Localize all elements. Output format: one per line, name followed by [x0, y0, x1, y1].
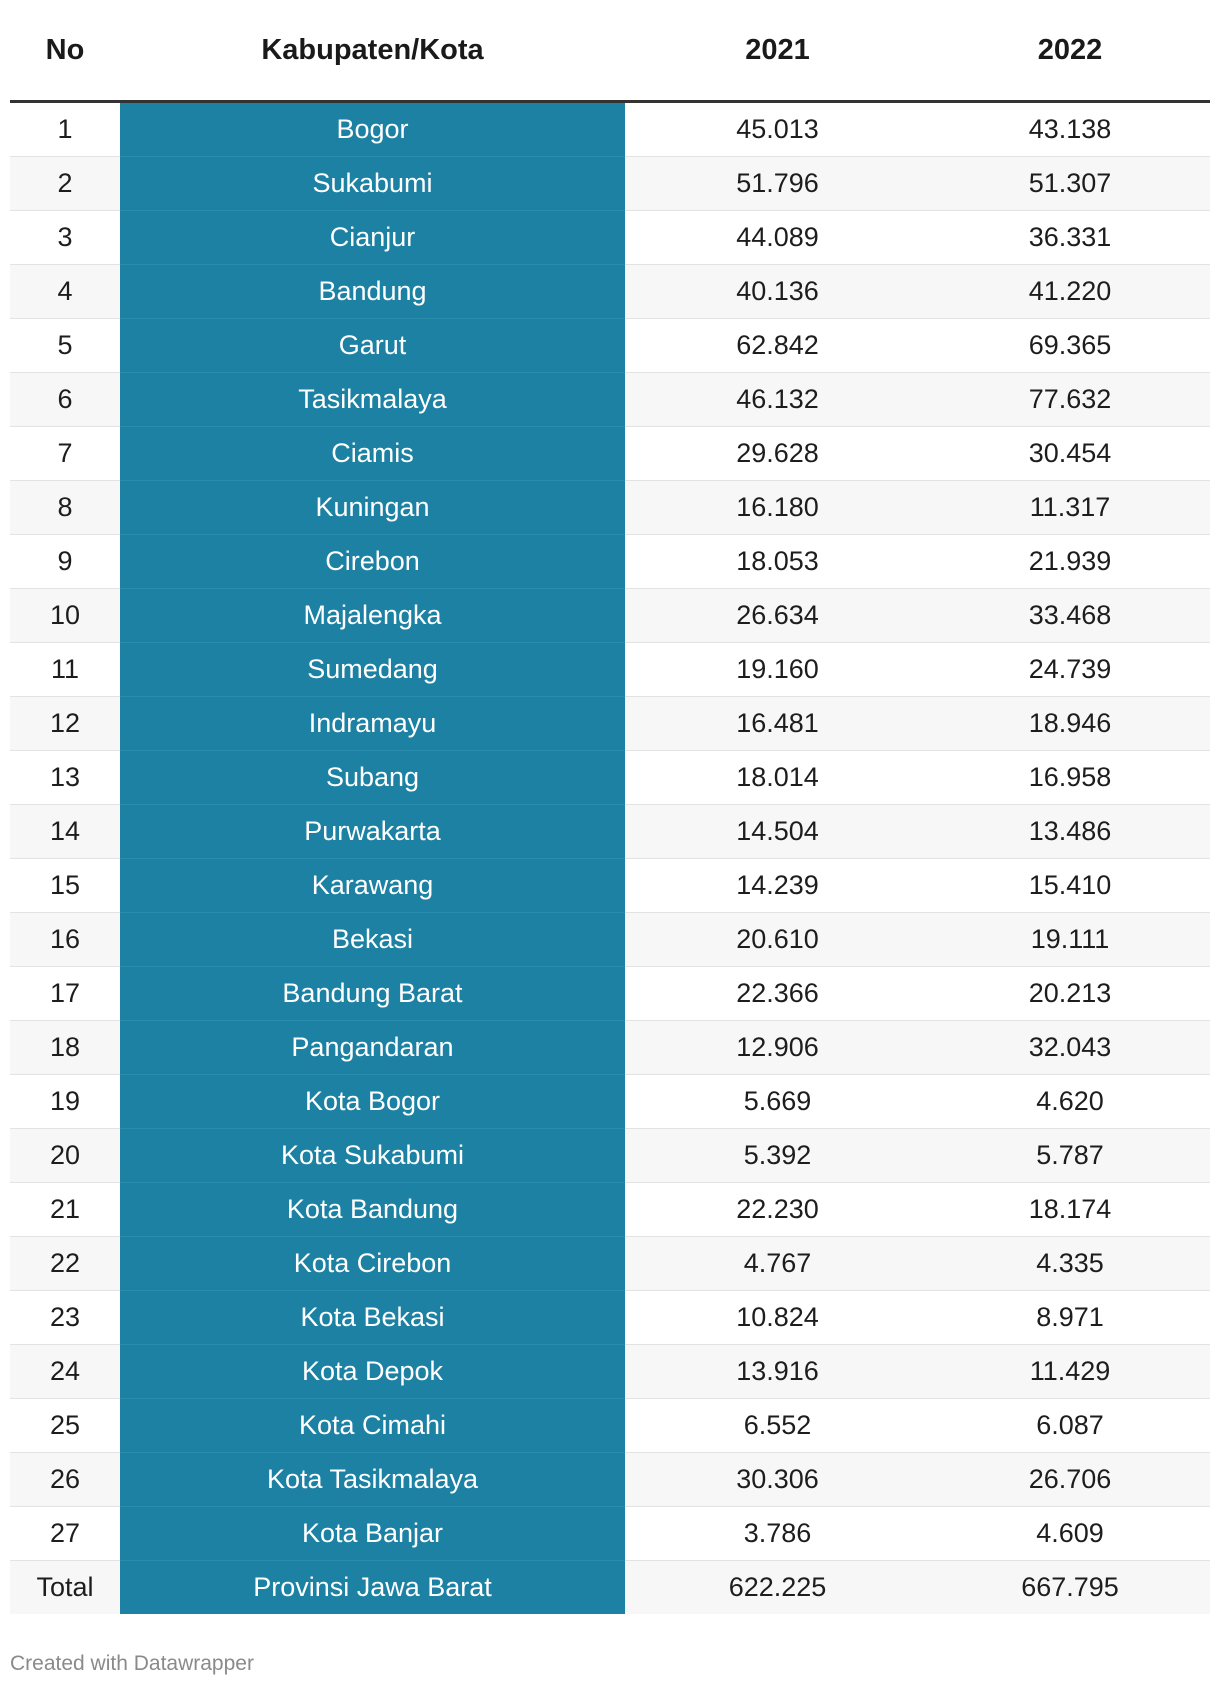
- cell-no: 25: [10, 1399, 120, 1453]
- footer-credit: Created with Datawrapper: [10, 1652, 254, 1675]
- cell-2021: 46.132: [625, 373, 930, 427]
- header-kabupaten-kota[interactable]: Kabupaten/Kota: [120, 0, 625, 102]
- cell-kabupaten-kota: Sukabumi: [120, 157, 625, 211]
- cell-no: 9: [10, 535, 120, 589]
- table-row: [10, 589, 1210, 643]
- cell-kabupaten-kota: Pangandaran: [120, 1021, 625, 1075]
- cell-kabupaten-kota: Karawang: [120, 859, 625, 913]
- table-row: [10, 481, 1210, 535]
- cell-2022: 41.220: [930, 265, 1210, 319]
- table-row: [10, 1345, 1210, 1399]
- data-table-wrapper: [10, 0, 1210, 1614]
- cell-2022: 21.939: [930, 535, 1210, 589]
- table-row: [10, 643, 1210, 697]
- table-row: [10, 427, 1210, 481]
- cell-no: 15: [10, 859, 120, 913]
- cell-2021: 14.239: [625, 859, 930, 913]
- cell-2021: 16.180: [625, 481, 930, 535]
- cell-kabupaten-kota: Indramayu: [120, 697, 625, 751]
- table-row: [10, 1075, 1210, 1129]
- table-row: [10, 913, 1210, 967]
- cell-no: 24: [10, 1345, 120, 1399]
- cell-kabupaten-kota: Bekasi: [120, 913, 625, 967]
- cell-kabupaten-kota: Purwakarta: [120, 805, 625, 859]
- cell-no: 27: [10, 1507, 120, 1561]
- cell-kabupaten-kota: Kota Bandung: [120, 1183, 625, 1237]
- cell-2022: 77.632: [930, 373, 1210, 427]
- cell-kabupaten-kota: Tasikmalaya: [120, 373, 625, 427]
- cell-2021: 13.916: [625, 1345, 930, 1399]
- cell-no: 7: [10, 427, 120, 481]
- table-row: [10, 1291, 1210, 1345]
- cell-2021: 26.634: [625, 589, 930, 643]
- cell-kabupaten-kota: Kota Tasikmalaya: [120, 1453, 625, 1507]
- cell-2022: 43.138: [930, 102, 1210, 157]
- header-2021[interactable]: 2021: [625, 0, 930, 102]
- cell-no: 18: [10, 1021, 120, 1075]
- table-body: [10, 102, 1210, 1615]
- cell-2022: 4.620: [930, 1075, 1210, 1129]
- cell-kabupaten-kota: Sumedang: [120, 643, 625, 697]
- cell-no: 6: [10, 373, 120, 427]
- cell-2021: 18.014: [625, 751, 930, 805]
- cell-2022: 51.307: [930, 157, 1210, 211]
- cell-kabupaten-kota: Kota Bekasi: [120, 1291, 625, 1345]
- cell-2021: 6.552: [625, 1399, 930, 1453]
- table-row: [10, 1129, 1210, 1183]
- cell-2021: 62.842: [625, 319, 930, 373]
- table-row: [10, 1399, 1210, 1453]
- cell-kabupaten-kota: Kota Banjar: [120, 1507, 625, 1561]
- table-row: [10, 1237, 1210, 1291]
- cell-kabupaten-kota: Kota Sukabumi: [120, 1129, 625, 1183]
- cell-no: 2: [10, 157, 120, 211]
- cell-no: 16: [10, 913, 120, 967]
- cell-kabupaten-kota: Kuningan: [120, 481, 625, 535]
- cell-2022: 15.410: [930, 859, 1210, 913]
- cell-2022: 24.739: [930, 643, 1210, 697]
- cell-2021: 30.306: [625, 1453, 930, 1507]
- cell-no: 10: [10, 589, 120, 643]
- table-row: [10, 1453, 1210, 1507]
- cell-no: 3: [10, 211, 120, 265]
- cell-2022: 6.087: [930, 1399, 1210, 1453]
- cell-2021: 44.089: [625, 211, 930, 265]
- cell-2022: 8.971: [930, 1291, 1210, 1345]
- table-header: [10, 0, 1210, 102]
- cell-2022: 11.317: [930, 481, 1210, 535]
- cell-2022: 18.946: [930, 697, 1210, 751]
- cell-no: 23: [10, 1291, 120, 1345]
- cell-kabupaten-kota: Bandung: [120, 265, 625, 319]
- cell-2021: 22.366: [625, 967, 930, 1021]
- cell-no: 8: [10, 481, 120, 535]
- table-row: [10, 751, 1210, 805]
- cell-2021: 5.392: [625, 1129, 930, 1183]
- table-row: [10, 967, 1210, 1021]
- table-row: [10, 805, 1210, 859]
- cell-no: 1: [10, 102, 120, 157]
- cell-2022: 32.043: [930, 1021, 1210, 1075]
- cell-kabupaten-kota: Garut: [120, 319, 625, 373]
- table-row: [10, 102, 1210, 157]
- cell-2022: 4.609: [930, 1507, 1210, 1561]
- cell-2021: 622.225: [625, 1561, 930, 1615]
- cell-2021: 19.160: [625, 643, 930, 697]
- cell-kabupaten-kota: Majalengka: [120, 589, 625, 643]
- cell-2021: 5.669: [625, 1075, 930, 1129]
- table-row: [10, 859, 1210, 913]
- header-row: [10, 0, 1210, 102]
- header-2022[interactable]: 2022: [930, 0, 1210, 102]
- cell-2022: 36.331: [930, 211, 1210, 265]
- cell-2021: 14.504: [625, 805, 930, 859]
- table-row: [10, 1507, 1210, 1561]
- cell-2022: 30.454: [930, 427, 1210, 481]
- cell-2022: 26.706: [930, 1453, 1210, 1507]
- cell-2021: 4.767: [625, 1237, 930, 1291]
- cell-2022: 33.468: [930, 589, 1210, 643]
- cell-kabupaten-kota: Provinsi Jawa Barat: [120, 1561, 625, 1615]
- cell-kabupaten-kota: Cianjur: [120, 211, 625, 265]
- table-row: [10, 319, 1210, 373]
- table-row: [10, 1561, 1210, 1615]
- cell-2022: 69.365: [930, 319, 1210, 373]
- cell-2021: 29.628: [625, 427, 930, 481]
- table-row: [10, 1021, 1210, 1075]
- cell-2022: 16.958: [930, 751, 1210, 805]
- cell-kabupaten-kota: Ciamis: [120, 427, 625, 481]
- table-row: [10, 697, 1210, 751]
- cell-2021: 20.610: [625, 913, 930, 967]
- cell-no: 19: [10, 1075, 120, 1129]
- cell-no: 4: [10, 265, 120, 319]
- cell-2021: 12.906: [625, 1021, 930, 1075]
- header-no[interactable]: No: [10, 0, 120, 102]
- cell-no: 20: [10, 1129, 120, 1183]
- cell-kabupaten-kota: Kota Cimahi: [120, 1399, 625, 1453]
- cell-no: 21: [10, 1183, 120, 1237]
- table-row: [10, 373, 1210, 427]
- table-row: [10, 157, 1210, 211]
- cell-2022: 11.429: [930, 1345, 1210, 1399]
- cell-2022: 4.335: [930, 1237, 1210, 1291]
- cell-2021: 45.013: [625, 102, 930, 157]
- cell-2022: 19.111: [930, 913, 1210, 967]
- cell-no: Total: [10, 1561, 120, 1615]
- cell-kabupaten-kota: Bogor: [120, 102, 625, 157]
- cell-kabupaten-kota: Subang: [120, 751, 625, 805]
- cell-2022: 20.213: [930, 967, 1210, 1021]
- cell-2021: 10.824: [625, 1291, 930, 1345]
- cell-kabupaten-kota: Kota Cirebon: [120, 1237, 625, 1291]
- table-row: [10, 1183, 1210, 1237]
- cell-no: 26: [10, 1453, 120, 1507]
- cell-2022: 667.795: [930, 1561, 1210, 1615]
- cell-no: 14: [10, 805, 120, 859]
- cell-2021: 3.786: [625, 1507, 930, 1561]
- cell-kabupaten-kota: Bandung Barat: [120, 967, 625, 1021]
- cell-no: 11: [10, 643, 120, 697]
- table-row: [10, 535, 1210, 589]
- table-row: [10, 211, 1210, 265]
- cell-kabupaten-kota: Cirebon: [120, 535, 625, 589]
- cell-2022: 13.486: [930, 805, 1210, 859]
- cell-2021: 16.481: [625, 697, 930, 751]
- cell-2021: 18.053: [625, 535, 930, 589]
- data-table: [10, 0, 1210, 1614]
- cell-kabupaten-kota: Kota Bogor: [120, 1075, 625, 1129]
- cell-2022: 18.174: [930, 1183, 1210, 1237]
- cell-kabupaten-kota: Kota Depok: [120, 1345, 625, 1399]
- cell-no: 5: [10, 319, 120, 373]
- cell-2021: 22.230: [625, 1183, 930, 1237]
- cell-no: 17: [10, 967, 120, 1021]
- table-row: [10, 265, 1210, 319]
- cell-no: 12: [10, 697, 120, 751]
- cell-2021: 51.796: [625, 157, 930, 211]
- cell-2021: 40.136: [625, 265, 930, 319]
- cell-no: 13: [10, 751, 120, 805]
- cell-2022: 5.787: [930, 1129, 1210, 1183]
- cell-no: 22: [10, 1237, 120, 1291]
